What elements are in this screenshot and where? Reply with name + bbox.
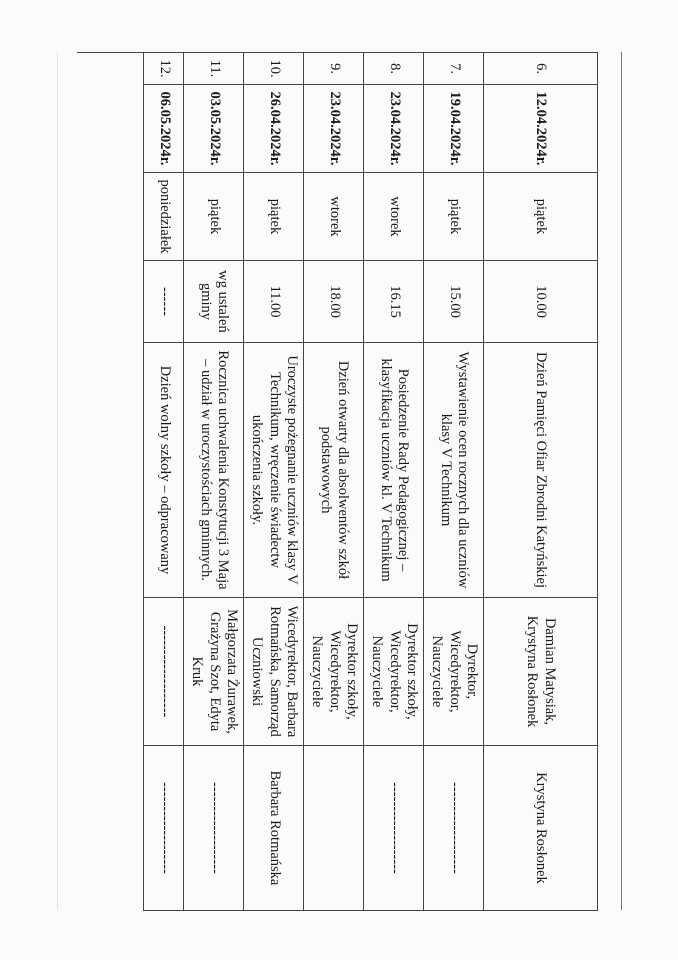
row-number: 7. — [424, 53, 484, 85]
row-day: poniedziałek — [144, 173, 184, 261]
row-report: Barbara Rotmańska — [244, 746, 304, 911]
row-date: 26.04.2024r. — [244, 85, 304, 173]
table-top-rule — [621, 52, 622, 910]
row-time: 15.00 — [424, 261, 484, 343]
row-number: 11. — [184, 53, 244, 85]
row-report: ------------------- — [364, 746, 424, 911]
row-day: wtorek — [304, 173, 364, 261]
row-time: ------ — [144, 261, 184, 343]
table-row — [303, 53, 364, 911]
row-report: ------------------- — [144, 746, 184, 911]
row-day: piątek — [424, 173, 484, 261]
row-report — [304, 746, 364, 911]
row-number: 6. — [484, 53, 597, 85]
row-number: 10. — [244, 53, 304, 85]
row-date: 23.04.2024r. — [304, 85, 364, 173]
row-date: 03.05.2024r. — [184, 85, 244, 173]
row-report: ------------------- — [184, 746, 244, 911]
row-date: 23.04.2024r. — [364, 85, 424, 173]
row-report: Krystyna Rosłonek — [484, 746, 597, 911]
row-number: 12. — [144, 53, 184, 85]
row-responsible: Dyrektor szkoły, Wicedyrektor, Nauczyciele — [304, 598, 364, 746]
row-event: Uroczyste pożegnanie uczniów klasy V Technikum, wręczenie świadectw ukończenia szkoły. — [244, 343, 304, 598]
table-row — [483, 53, 597, 911]
faint-rule — [57, 52, 58, 910]
row-responsible: Małgorzata Żurawek, Grażyna Szot, Edyta Kruk — [184, 598, 244, 746]
table-row — [243, 53, 304, 911]
row-report: ------------------- — [424, 746, 484, 911]
row-event: Dzień otwarty dla absolwentów szkół podstawowych — [304, 343, 364, 598]
row-responsible: ------------------- — [144, 598, 184, 746]
table-row — [143, 53, 184, 911]
row-event: Dzień wolny szkoły – odpracowany — [144, 343, 184, 598]
row-date: 12.04.2024r. — [484, 85, 597, 173]
row-responsible: Damian Matysiak, Krystyna Rosłonek — [484, 598, 597, 746]
row-event: Wystawienie ocen rocznych dla uczniów klasy V Technikum — [424, 343, 484, 598]
row-time: 11.00 — [244, 261, 304, 343]
row-event: Dzień Pamięci Ofiar Zbrodni Katyńskiej — [484, 343, 597, 598]
row-time: 18.00 — [304, 261, 364, 343]
row-date: 06.05.2024r. — [144, 85, 184, 173]
row-day: piątek — [184, 173, 244, 261]
row-day: piątek — [244, 173, 304, 261]
row-responsible: Wicedyrektor, Barbara Rotmańska, Samorząd Uczniowski — [244, 598, 304, 746]
row-responsible: Dyrektor, Wicedyrektor, Nauczyciele — [424, 598, 484, 746]
row-event: Posiedzenie Rady Pedagogicznej – klasyfikacja uczniów kl. V Technikum — [364, 343, 424, 598]
row-time: 10.00 — [484, 261, 597, 343]
row-day: piątek — [484, 173, 597, 261]
row-time: wg ustaleń gminy — [184, 261, 244, 343]
row-number: 8. — [364, 53, 424, 85]
row-responsible: Dyrektor szkoły, Wicedyrektor, Nauczyciele — [364, 598, 424, 746]
table-row — [183, 53, 244, 911]
table-row — [363, 53, 424, 911]
row-time: 16.15 — [364, 261, 424, 343]
schedule-table — [77, 52, 598, 911]
table-row — [423, 53, 484, 911]
row-event: Rocznica uchwalenia Konstytucji 3 Maja – udział w uroczystościach gminnych. — [184, 343, 244, 598]
row-number: 9. — [304, 53, 364, 85]
row-day: wtorek — [364, 173, 424, 261]
row-date: 19.04.2024r. — [424, 85, 484, 173]
